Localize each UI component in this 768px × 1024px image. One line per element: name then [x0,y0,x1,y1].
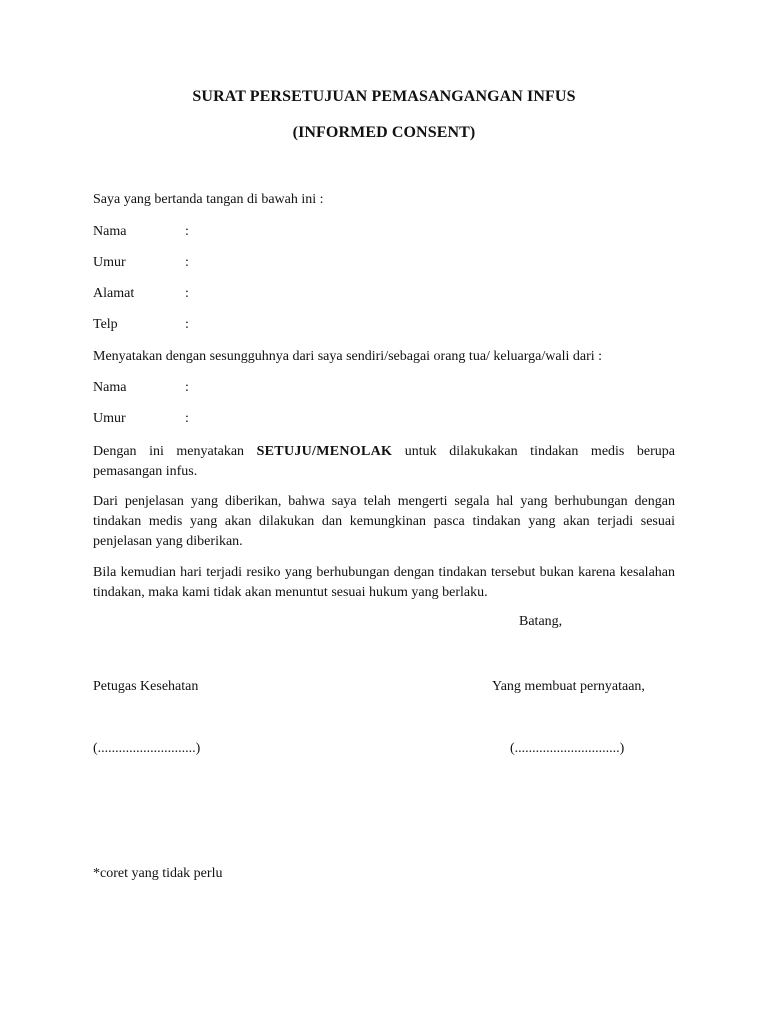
consent-text-before: Dengan ini menyatakan [93,444,257,459]
field-label: Alamat [93,286,135,301]
signature-right-blank: (..............................) [510,741,625,756]
field-colon: : [185,255,189,270]
risk-paragraph: Bila kemudian hari terjadi resiko yang berhubungan dengan tindakan tersebut bukan karena kesalahan tindakan, maka kami tidak akan menuntut sesuai hukum yang berlaku. [93,565,675,600]
field-colon: : [185,380,189,395]
consent-text-after: untuk dilakukakan tindakan medis berupa pemasangan infus. [93,444,675,479]
signature-left-label: Petugas Kesehatan [93,679,199,694]
document-subtitle: (INFORMED CONSENT) [292,124,476,141]
intro-text: Saya yang bertanda tangan di bawah ini : [93,192,324,207]
field-colon: : [185,317,189,332]
field-label: Umur [93,255,126,270]
consent-paragraph [93,442,675,482]
field-colon: : [185,286,189,301]
field-label: Umur [93,411,126,426]
field-colon: : [185,224,189,239]
field-label: Nama [93,224,127,239]
field-label: Telp [93,317,118,332]
statement-text: Menyatakan dengan sesungguhnya dari saya sendiri/sebagai orang tua/ keluarga/wali dari : [93,349,603,364]
place-date: Batang, [519,614,563,629]
document-title: SURAT PERSETUJUAN PEMASANGANGAN INFUS [192,88,576,105]
field-label: Nama [93,380,127,395]
signature-left-blank: (............................) [93,741,201,756]
signature-right-label: Yang membuat pernyataan, [492,679,645,694]
footnote: *coret yang tidak perlu [93,866,223,881]
explanation-paragraph: Dari penjelasan yang diberikan, bahwa saya telah mengerti segala hal yang berhubungan dengan tindakan medis yang akan dilakukan dan kemungkinan pasca tindakan yang akan terjadi sesuai penjelasan yang diberikan. [93,494,675,549]
field-colon: : [185,411,189,426]
consent-choice: SETUJU/MENOLAK [256,444,393,459]
